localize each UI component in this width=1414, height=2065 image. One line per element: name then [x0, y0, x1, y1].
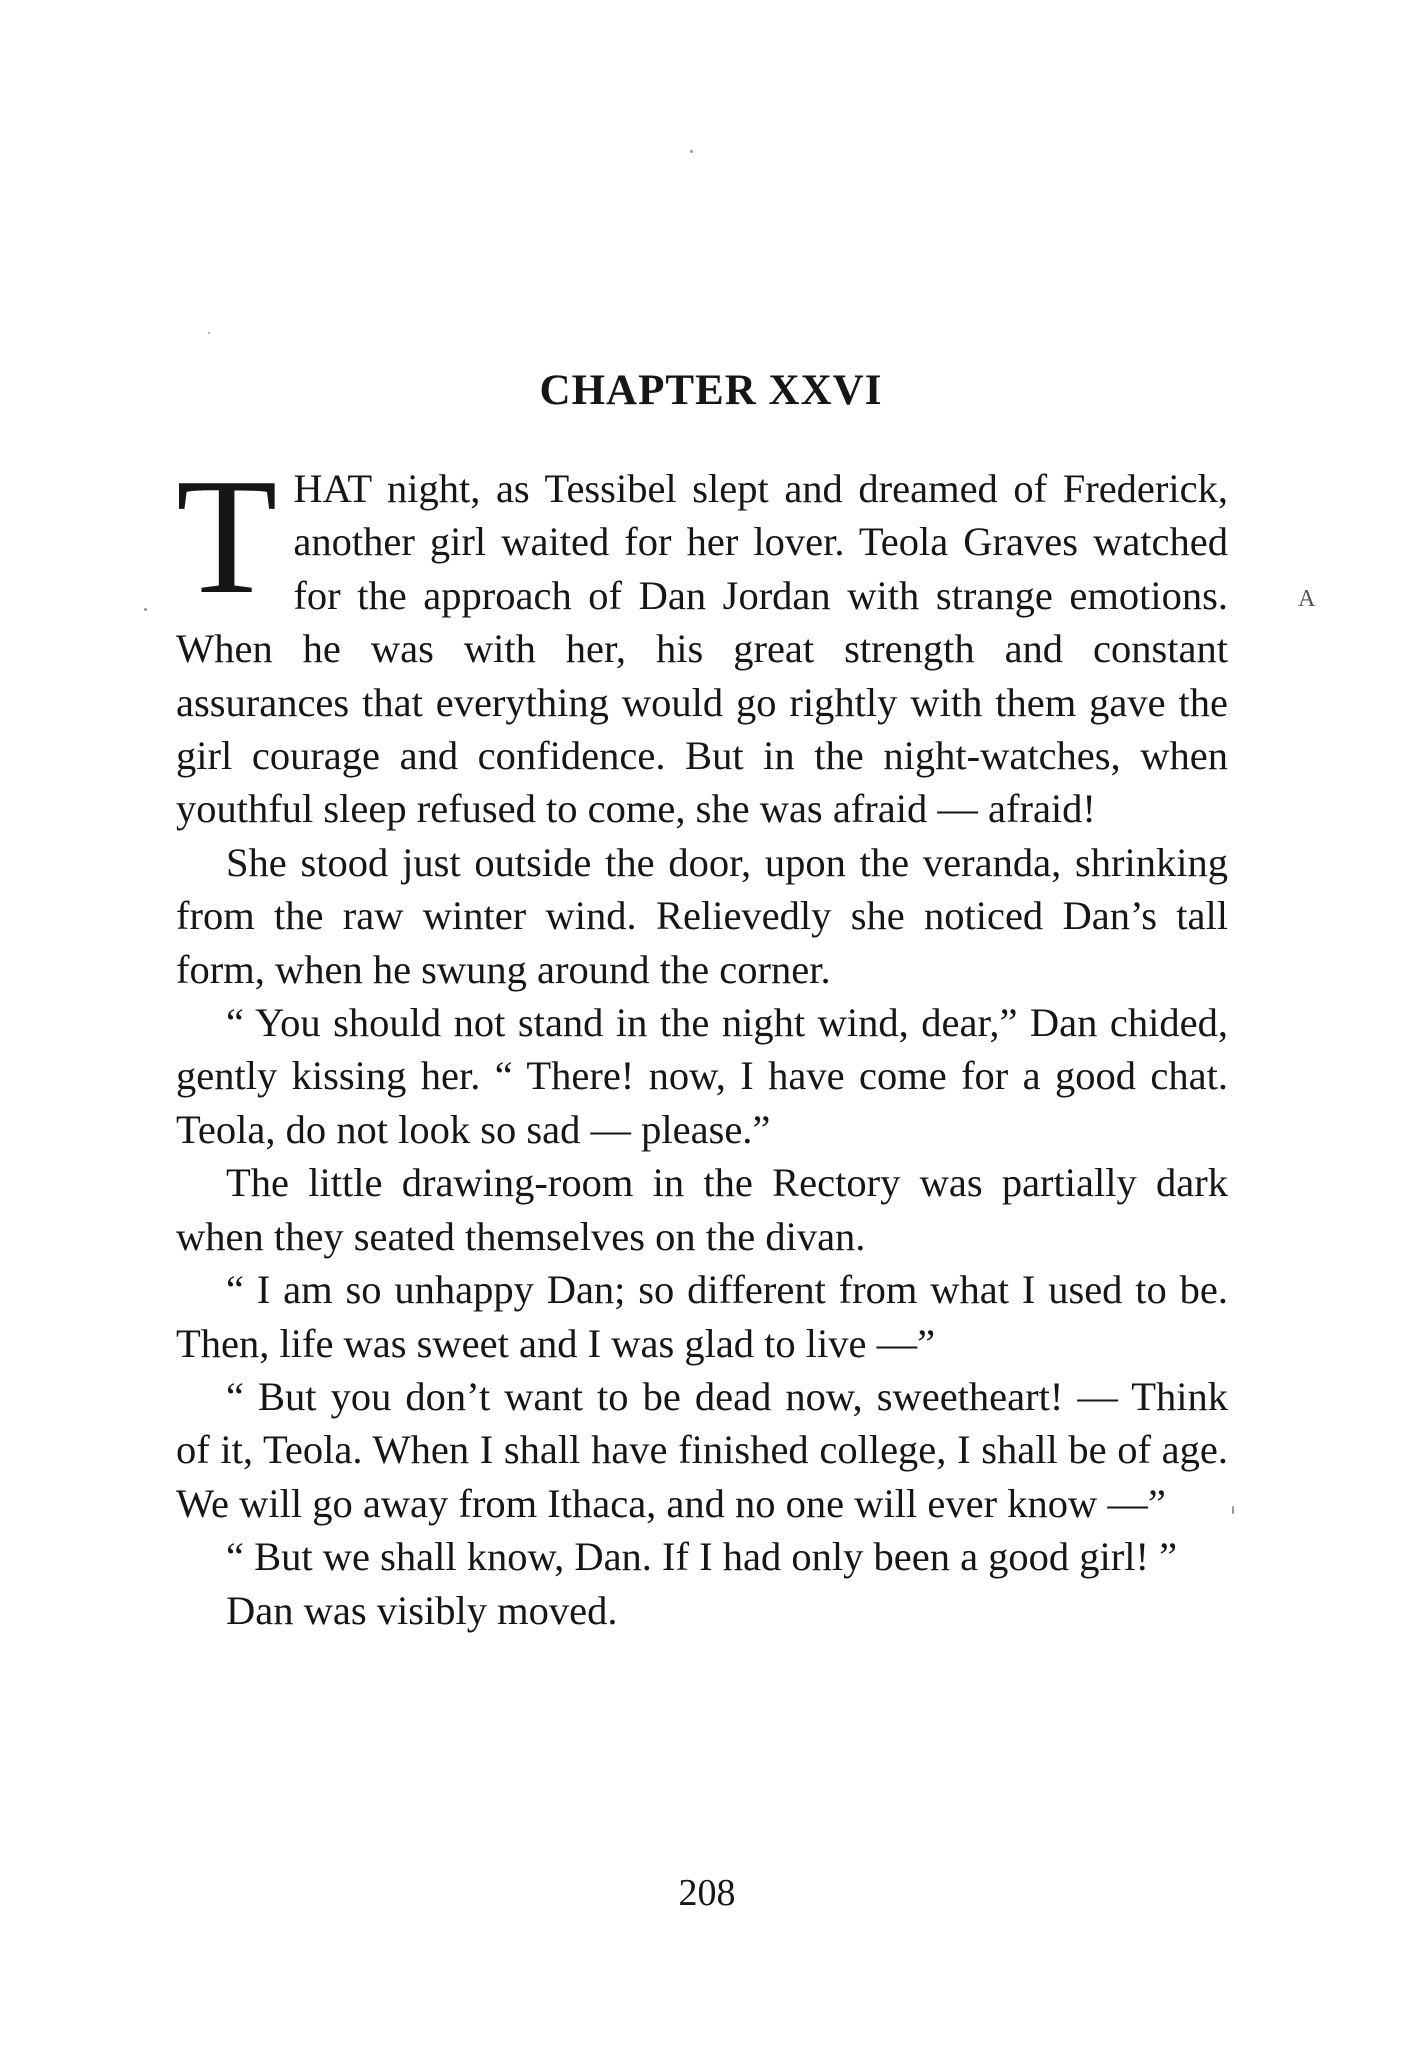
margin-mark: A	[1298, 586, 1316, 612]
paragraph-dan-moved: Dan was visibly moved.	[226, 1587, 618, 1633]
paper-speck	[208, 332, 210, 334]
paper-speck	[690, 150, 693, 153]
opening-paragraph	[176, 444, 1228, 836]
body-text	[176, 444, 1228, 1637]
paragraph-dan-chides: “ You should not stand in the night wind, dear,” Dan chided, gently kissing her. “ There! now, I have come for a good chat. Teola, do not look so sad — please.”	[176, 1000, 1228, 1152]
paragraph-drawing-room: The little drawing-room in the Rectory was partially dark when they seated themselves on the divan.	[176, 1160, 1228, 1259]
paper-speck	[1232, 1506, 1234, 1514]
page-number: 208	[678, 1872, 736, 1914]
paragraph-teola-unhappy: “ I am so unhappy Dan; so different from what I used to be. Then, life was sweet and I was glad to live —”	[176, 1267, 1228, 1366]
chapter-heading-text: CHAPTER XXVI	[539, 367, 883, 414]
opening-paragraph-text: HAT night, as Tessibel slept and dreamed of Frederick, another girl waited for her lover. Teola Graves watched for the approach of Dan Jordan with strange emotions. When he was with her, his great strength and constant assurances that everything would go rightly with them gave the girl courage and confidence. But in the night-watches, when youthful sleep refused to come, she was afraid — afraid!	[176, 466, 1228, 832]
chapter-heading	[0, 366, 1414, 415]
paper-speck	[144, 608, 147, 611]
paragraph-veranda: She stood just outside the door, upon the veranda, shrinking from the raw winter wind. Relievedly she noticed Dan’s tall form, when he swung around the corner.	[176, 839, 1228, 992]
paragraph-teola-regret: “ But we shall know, Dan. If I had only been a good girl! ”	[226, 1534, 1178, 1580]
drop-cap: T	[176, 444, 278, 628]
paragraph-dan-reassures: “ But you don’t want to be dead now, sweetheart! — Think of it, Teola. When I shall have finished college, I shall be of age. We will go away from Ithaca, and no one will ever know —”	[176, 1373, 1228, 1526]
